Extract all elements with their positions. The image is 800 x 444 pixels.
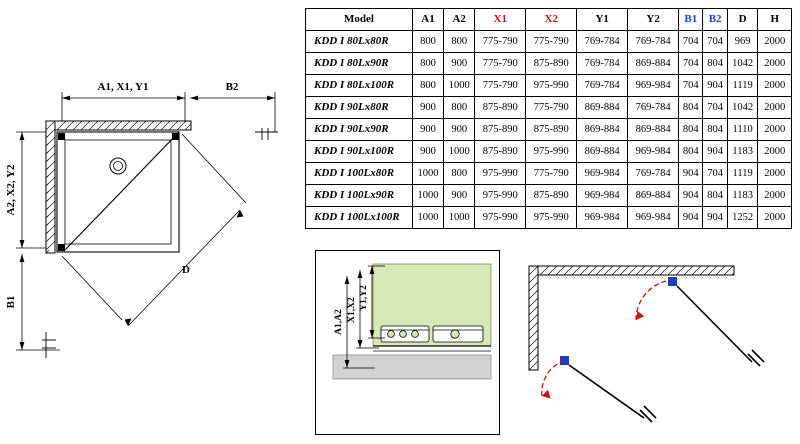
cell-a1: 900 <box>412 97 443 119</box>
cell-y1: 969-984 <box>577 163 628 185</box>
label-x1x2: X1,X2 <box>347 297 357 323</box>
cell-x2: 875-890 <box>526 185 577 207</box>
cell-b1: 804 <box>679 119 703 141</box>
cell-x1: 875-890 <box>475 119 526 141</box>
cell-y2: 969-984 <box>628 207 679 229</box>
cell-y1: 769-784 <box>577 31 628 53</box>
cell-b1: 804 <box>679 97 703 119</box>
spec-table <box>305 8 792 229</box>
cell-x1: 875-890 <box>475 97 526 119</box>
cell-h: 2000 <box>758 141 792 163</box>
cell-h: 2000 <box>758 119 792 141</box>
cell-a2: 1000 <box>444 207 475 229</box>
cell-y2: 869-884 <box>628 119 679 141</box>
cell-x1: 975-990 <box>475 185 526 207</box>
cell-x2: 975-990 <box>526 75 577 97</box>
cell-b2: 904 <box>703 141 727 163</box>
cell-y2: 869-884 <box>628 185 679 207</box>
cell-x2: 875-890 <box>526 53 577 75</box>
cell-h: 2000 <box>758 163 792 185</box>
cell-model: KDD I 100Lx80R <box>306 163 413 185</box>
cell-a1: 1000 <box>412 163 443 185</box>
door-leaf-lower <box>560 356 656 422</box>
cell-d: 1042 <box>727 53 758 75</box>
cell-b1: 904 <box>679 163 703 185</box>
cell-y1: 869-884 <box>577 97 628 119</box>
table-row <box>306 75 792 97</box>
cell-b1: 704 <box>679 31 703 53</box>
label-b2: B2 <box>225 81 239 93</box>
cell-b1: 904 <box>679 207 703 229</box>
swing-arrow-lower <box>542 390 551 399</box>
cell-y2: 769-784 <box>628 97 679 119</box>
label-y1y2: Y1,Y2 <box>359 285 369 311</box>
cell-b2: 804 <box>703 53 727 75</box>
cell-d: 969 <box>727 31 758 53</box>
label-d: D <box>182 264 190 276</box>
th-model: Model <box>306 9 413 31</box>
cell-a1: 1000 <box>412 185 443 207</box>
label-a1-x1-y1: A1, X1, Y1 <box>97 81 149 93</box>
cell-x1: 875-890 <box>475 141 526 163</box>
cell-x2: 975-990 <box>526 141 577 163</box>
label-a2-x2-y2: A2, X2, Y2 <box>5 164 17 216</box>
cell-h: 2000 <box>758 185 792 207</box>
dimension-left-lower <box>16 254 60 350</box>
cell-y2: 969-984 <box>628 141 679 163</box>
plan-view-drawing <box>0 70 300 444</box>
cell-x1: 775-790 <box>475 53 526 75</box>
cell-b2: 804 <box>703 119 727 141</box>
floor-band <box>333 355 491 379</box>
table-row <box>306 163 792 185</box>
th-b2: B2 <box>703 9 727 31</box>
th-h: H <box>758 9 792 31</box>
cell-d: 1252 <box>727 207 758 229</box>
cell-h: 2000 <box>758 207 792 229</box>
cell-a2: 800 <box>444 97 475 119</box>
cell-model: KDD I 90Lx90R <box>306 119 413 141</box>
th-d: D <box>727 9 758 31</box>
cell-model: KDD I 80Lx100R <box>306 75 413 97</box>
table-row <box>306 97 792 119</box>
wall-top-hatched <box>538 266 734 275</box>
cell-model: KDD I 80Lx80R <box>306 31 413 53</box>
label-a1a2: A1,A2 <box>334 309 344 335</box>
cell-a1: 1000 <box>412 207 443 229</box>
cell-y1: 869-884 <box>577 119 628 141</box>
cell-b1: 904 <box>679 185 703 207</box>
specification-table <box>305 8 792 229</box>
th-x2: X2 <box>526 9 577 31</box>
cell-a1: 800 <box>412 75 443 97</box>
cell-a1: 900 <box>412 141 443 163</box>
cell-a1: 800 <box>412 31 443 53</box>
th-y1: Y1 <box>577 9 628 31</box>
th-x1: X1 <box>475 9 526 31</box>
cell-d: 1183 <box>727 141 758 163</box>
cell-a2: 800 <box>444 163 475 185</box>
table-row <box>306 207 792 229</box>
cell-y1: 969-984 <box>577 207 628 229</box>
cell-x1: 775-790 <box>475 75 526 97</box>
cell-b2: 704 <box>703 31 727 53</box>
cell-y1: 769-784 <box>577 53 628 75</box>
cell-x2: 775-790 <box>526 163 577 185</box>
cell-y2: 969-984 <box>628 75 679 97</box>
cell-b2: 804 <box>703 185 727 207</box>
cell-y2: 769-784 <box>628 163 679 185</box>
cell-d: 1110 <box>727 119 758 141</box>
cell-a2: 800 <box>444 31 475 53</box>
cell-a2: 1000 <box>444 141 475 163</box>
cell-b1: 704 <box>679 75 703 97</box>
table-header-row <box>306 9 792 31</box>
cell-a2: 900 <box>444 119 475 141</box>
th-a2: A2 <box>444 9 475 31</box>
door-leaf-upper <box>668 277 764 366</box>
cell-a2: 900 <box>444 185 475 207</box>
swing-arc-lower <box>542 360 566 396</box>
table-row <box>306 141 792 163</box>
swing-arrow-upper <box>636 311 644 320</box>
cell-y1: 969-984 <box>577 185 628 207</box>
cell-a2: 900 <box>444 53 475 75</box>
cell-y1: 869-884 <box>577 141 628 163</box>
cell-x2: 975-990 <box>526 207 577 229</box>
cell-a1: 800 <box>412 53 443 75</box>
cell-model: KDD I 100Lx90R <box>306 185 413 207</box>
section-detail-drawing <box>315 250 500 435</box>
cell-model: KDD I 100Lx100R <box>306 207 413 229</box>
cell-b2: 904 <box>703 75 727 97</box>
cell-b2: 704 <box>703 163 727 185</box>
cell-x1: 775-790 <box>475 31 526 53</box>
dimension-left-upper <box>16 132 50 248</box>
cell-x2: 775-790 <box>526 31 577 53</box>
label-b1: B1 <box>5 295 17 309</box>
cell-y2: 769-784 <box>628 31 679 53</box>
dimension-top-right <box>190 92 275 132</box>
th-a1: A1 <box>412 9 443 31</box>
cell-model: KDD I 90Lx80R <box>306 97 413 119</box>
cell-b2: 704 <box>703 97 727 119</box>
wall-left <box>46 121 55 253</box>
table-row <box>306 119 792 141</box>
wall-left-hatched <box>529 266 538 370</box>
cell-y1: 769-784 <box>577 75 628 97</box>
cell-y2: 869-884 <box>628 53 679 75</box>
cell-d: 1042 <box>727 97 758 119</box>
cell-model: KDD I 90Lx100R <box>306 141 413 163</box>
door-swing-drawing <box>520 250 795 440</box>
cell-b1: 804 <box>679 141 703 163</box>
wall-profile-bottom <box>42 332 56 358</box>
table-row <box>306 185 792 207</box>
cell-x2: 875-890 <box>526 119 577 141</box>
th-b1: B1 <box>679 9 703 31</box>
cell-d: 1119 <box>727 75 758 97</box>
cell-b2: 904 <box>703 207 727 229</box>
cell-h: 2000 <box>758 75 792 97</box>
cell-x1: 975-990 <box>475 163 526 185</box>
table-row <box>306 31 792 53</box>
cell-d: 1183 <box>727 185 758 207</box>
cell-x2: 775-790 <box>526 97 577 119</box>
cell-a2: 1000 <box>444 75 475 97</box>
table-row <box>306 53 792 75</box>
wall-top <box>55 121 191 130</box>
dimension-top-left <box>62 92 185 122</box>
cell-b1: 704 <box>679 53 703 75</box>
cell-a1: 900 <box>412 119 443 141</box>
cell-model: KDD I 80Lx90R <box>306 53 413 75</box>
cell-h: 2000 <box>758 53 792 75</box>
cell-h: 2000 <box>758 31 792 53</box>
cell-d: 1119 <box>727 163 758 185</box>
wall-profile-right <box>255 128 278 140</box>
cell-x1: 975-990 <box>475 207 526 229</box>
th-y2: Y2 <box>628 9 679 31</box>
cell-h: 2000 <box>758 97 792 119</box>
shower-tray <box>57 132 179 252</box>
